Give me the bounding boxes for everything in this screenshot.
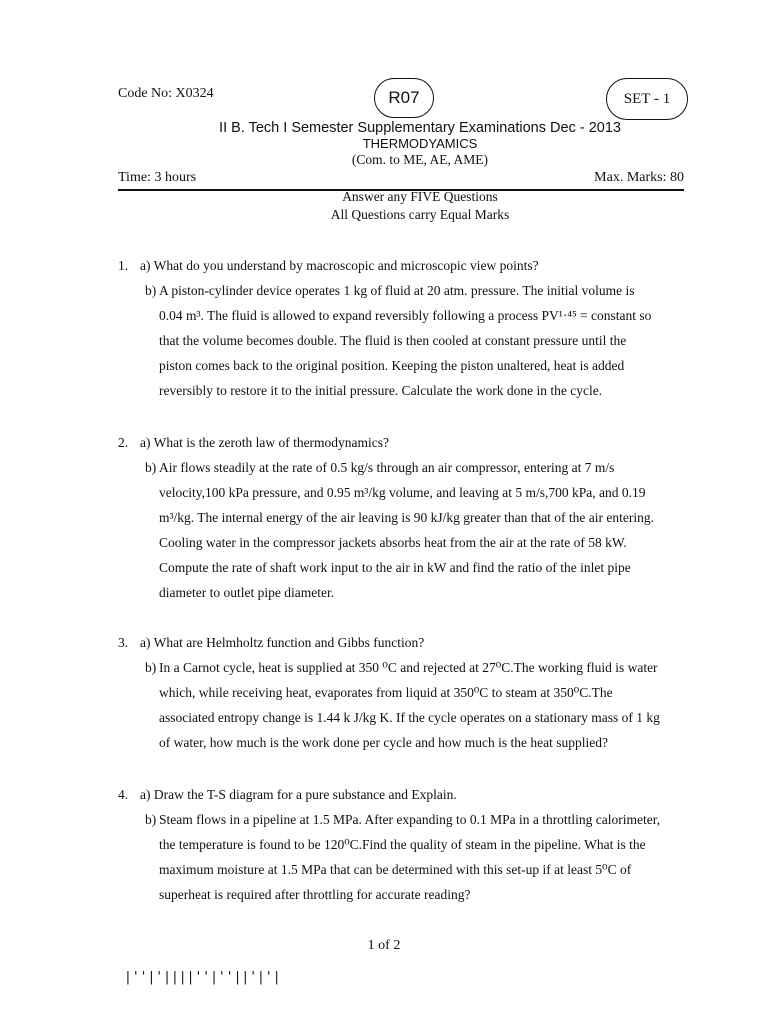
text-line: which, while receiving heat, evaporates from liquid at 350⁰C to steam at 350⁰C.The <box>159 685 613 700</box>
question-part-a: a) What are Helmholtz function and Gibbs function? <box>140 635 425 650</box>
text-line: Compute the rate of shaft work input to the air in kW and find the ratio of the inlet pipe <box>159 560 631 575</box>
text-line: A piston-cylinder device operates 1 kg of fluid at 20 atm. pressure. The initial volume is <box>159 283 635 298</box>
text-line: velocity,100 kPa pressure, and 0.95 m³/kg volume, and leaving at 5 m/s,700 kPa, and 0.19 <box>159 485 646 500</box>
question-number: 4. <box>118 787 129 802</box>
text-line: m³/kg. The internal energy of the air leaving is 90 kJ/kg greater than that of the air entering. <box>159 510 655 525</box>
code-number: Code No: X0324 <box>118 86 214 101</box>
text-line: reversibly to restore it to the initial pressure. Calculate the work done in the cycle. <box>159 383 603 398</box>
common-to: (Com. to ME, AE, AME) <box>351 152 489 167</box>
instruction-equal-marks: All Questions carry Equal Marks <box>330 207 510 222</box>
text-line: superheat is required after throttling for accurate reading? <box>159 887 471 902</box>
exam-title: II B. Tech I Semester Supplementary Examinations Dec - 2013 <box>219 120 621 136</box>
text-line: that the volume becomes double. The fluid is then cooled at constant pressure until the <box>159 333 627 348</box>
regulation-badge: R07 <box>374 78 434 118</box>
subject-title: THERMODYAMICS <box>362 136 478 151</box>
text-line: In a Carnot cycle, heat is supplied at 350 ⁰C and rejected at 27⁰C.The working fluid is water <box>159 660 658 675</box>
text-line: Steam flows in a pipeline at 1.5 MPa. After expanding to 0.1 MPa in a throttling calorimeter, <box>159 812 661 827</box>
question-number: 2. <box>118 435 129 450</box>
part-b-label: b) <box>145 283 157 298</box>
part-b-label: b) <box>145 460 157 475</box>
barcode: |''|'||||''|''||'|'| <box>124 970 281 985</box>
text-line: piston comes back to the original position. Keeping the piston unaltered, heat is added <box>159 358 625 373</box>
text-line: maximum moisture at 1.5 MPa that can be determined with this set-up if at least 5⁰C of <box>159 862 632 877</box>
text-line: diameter to outlet pipe diameter. <box>159 585 335 600</box>
page-number: 1 of 2 <box>367 938 401 953</box>
question-part-a: a) What do you understand by macroscopic and microscopic view points? <box>140 258 539 273</box>
question-part-a: a) What is the zeroth law of thermodynamics? <box>140 435 390 450</box>
text-line: of water, how much is the work done per cycle and how much is the heat supplied? <box>159 735 608 750</box>
text-line: the temperature is found to be 120⁰C.Find the quality of steam in the pipeline. What is the <box>159 837 646 852</box>
part-b-label: b) <box>145 812 157 827</box>
question-number: 3. <box>118 635 129 650</box>
exam-time: Time: 3 hours <box>118 170 197 185</box>
text-line: Air flows steadily at the rate of 0.5 kg/s through an air compressor, entering at 7 m/s <box>159 460 615 475</box>
instruction-answer-any: Answer any FIVE Questions <box>342 189 498 204</box>
text-line: Cooling water in the compressor jackets absorbs heat from the air at the rate of 58 kW. <box>159 535 627 550</box>
text-line: 0.04 m³. The fluid is allowed to expand reversibly following a process PV¹·⁴⁵ = constant so <box>159 308 652 323</box>
max-marks: Max. Marks: 80 <box>594 170 684 185</box>
part-b-label: b) <box>145 660 157 675</box>
question-part-a: a) Draw the T-S diagram for a pure substance and Explain. <box>140 787 457 802</box>
set-badge: SET - 1 <box>606 78 688 120</box>
question-number: 1. <box>118 258 129 273</box>
text-line: associated entropy change is 1.44 k J/kg K. If the cycle operates on a stationary mass of 1 kg <box>159 710 660 725</box>
